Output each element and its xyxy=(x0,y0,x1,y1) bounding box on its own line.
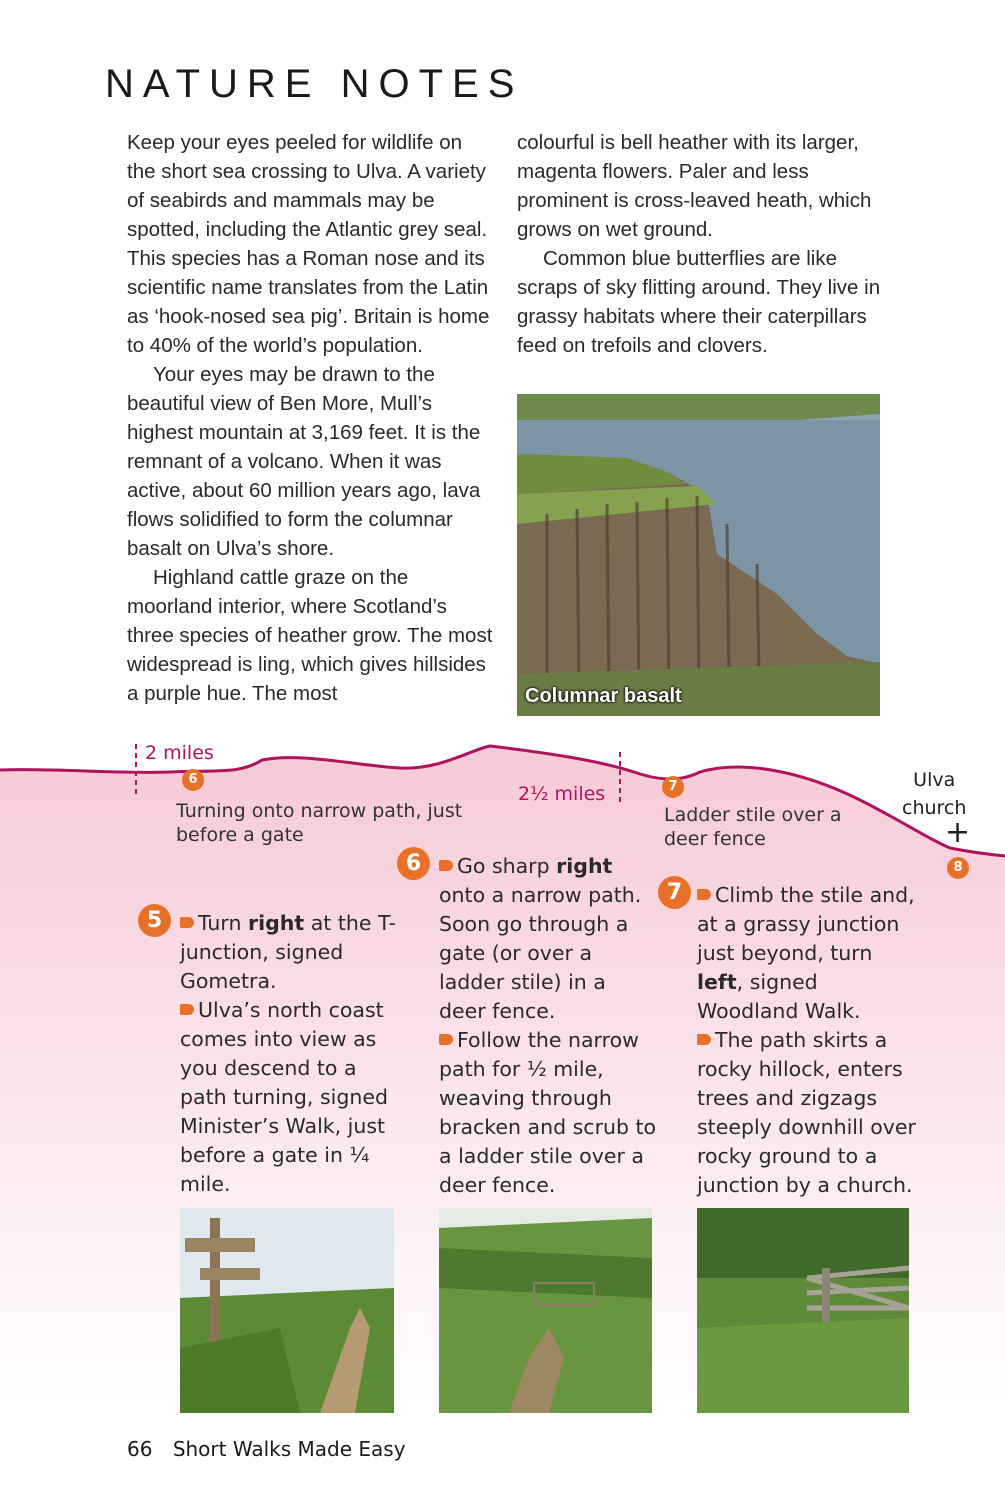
page-title: NATURE NOTES xyxy=(105,62,524,106)
intro-column-right xyxy=(517,128,885,360)
step-7-badge: 7 xyxy=(658,876,691,909)
arrow-icon xyxy=(180,1004,194,1015)
step-6-text: Go sharp right onto a narrow path. Soon go through a gate (or over a ladder stile) in a deer fence. Follow the narrow path for ½ mile, weaving through bracken and scrub to a ladder stile over a deer fence. xyxy=(439,854,657,1197)
arrow-icon xyxy=(180,917,194,928)
page-footer xyxy=(127,1437,420,1461)
arrow-icon xyxy=(697,1034,711,1045)
intro-column-left xyxy=(127,128,495,708)
columnar-basalt-photo xyxy=(517,394,880,716)
arrow-icon xyxy=(439,860,453,871)
profile-marker-8: 8 xyxy=(947,857,969,879)
photo-caption: Columnar basalt xyxy=(525,685,682,707)
page-number: 66 xyxy=(127,1437,153,1461)
distance-label-2: 2 miles xyxy=(145,742,214,764)
step-7-text: Climb the stile and, at a grassy junction just beyond, turn left, signed Woodland Walk. The path skirts a rocky hillock, enters trees and zigzags steeply downhill over rocky ground to a junction by a church. xyxy=(697,883,916,1197)
profile-marker-7: 7 xyxy=(662,776,684,798)
intro-paragraph-2: Your eyes may be drawn to the beautiful view of Ben More, Mull’s highest mountain at 3,169 feet. It is the remnant of a volcano. When it was active, about 60 million years ago, lava flows solidified to form the columnar basalt on Ulva’s shore. xyxy=(127,363,481,560)
intro-paragraph-4: Common blue butterflies are like scraps of sky flitting around. They live in grassy habitats where their caterpillars feed on trefoils and clovers. xyxy=(517,247,881,357)
book-title: Short Walks Made Easy xyxy=(172,1437,406,1461)
step-5-badge: 5 xyxy=(138,904,171,937)
intro-paragraph-3b: colourful is bell heather with its larger, magenta flowers. Paler and less prominent is cross-leaved heath, which grows on wet ground. xyxy=(517,131,872,241)
distance-label-2-5: 2½ miles xyxy=(518,783,606,805)
intro-paragraph-3a: Highland cattle graze on the moorland interior, where Scotland’s three species of heather grow. The most widespread is ling, which gives hillsides a purple hue. The most xyxy=(127,566,493,705)
profile-note-6: Turning onto narrow path, just before a gate xyxy=(176,800,463,846)
intro-paragraph-1: Keep your eyes peeled for wildlife on the short sea crossing to Ulva. A variety of seabirds and mammals may be spotted, including the Atlantic grey seal. This species has a Roman nose and its scientific name translates from the Latin as ‘hook-nosed sea pig’. Britain is home to 40% of the world’s population. xyxy=(127,131,490,357)
arrow-icon xyxy=(439,1034,453,1045)
step-5-text: Turn right at the T-junction, signed Gometra. Ulva’s north coast comes into view as you descend to a path turning, signed Minister’s Walk, just before a gate in ¼ mile. xyxy=(180,911,397,1196)
step-6-badge: 6 xyxy=(397,847,430,880)
church-label: Ulva church xyxy=(902,769,967,819)
signpost-photo xyxy=(180,1208,394,1413)
gate-photo xyxy=(697,1208,909,1413)
arrow-icon xyxy=(697,889,711,900)
church-cross-icon: + xyxy=(945,815,971,850)
path-photo xyxy=(439,1208,652,1413)
profile-note-7: Ladder stile over a deer fence xyxy=(664,804,842,850)
profile-marker-6: 6 xyxy=(182,769,204,791)
